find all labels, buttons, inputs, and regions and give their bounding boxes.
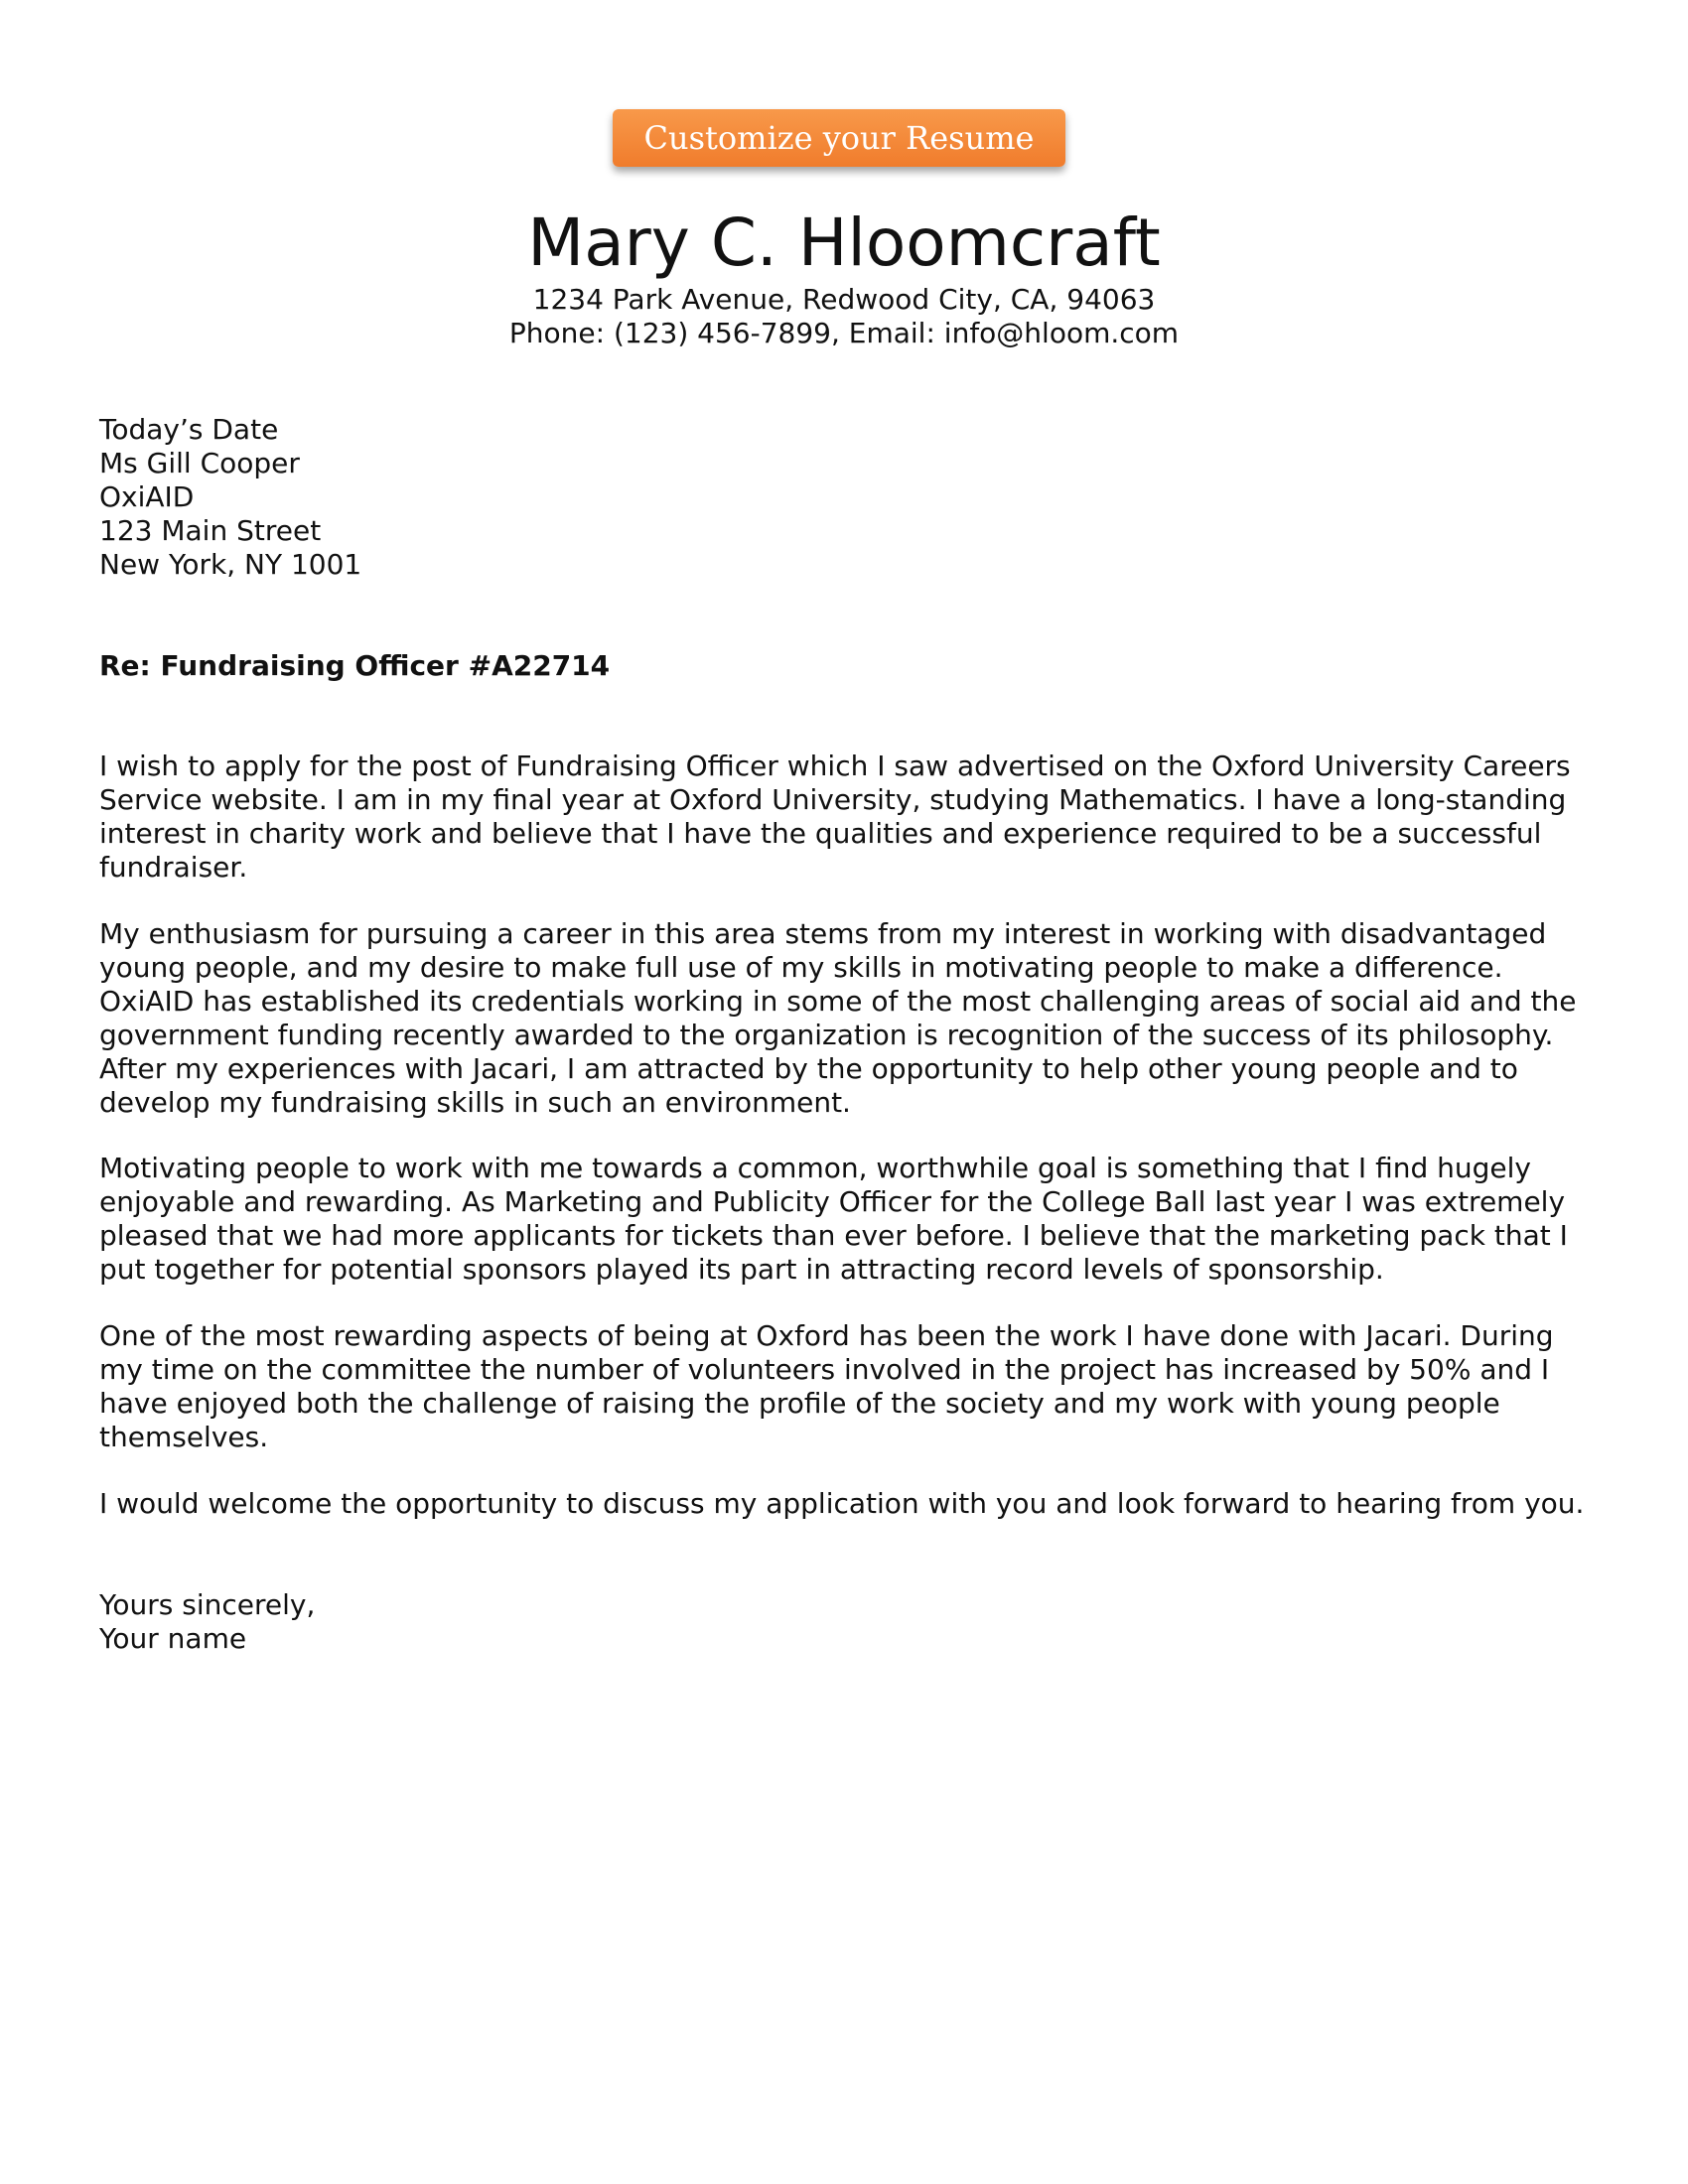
- paragraph-line: Motivating people to work with me towards a common, worthwhile goal is something that I find hugely: [99, 1152, 1531, 1184]
- paragraph-2: [99, 917, 1609, 1120]
- paragraph-line: My enthusiasm for pursuing a career in this area stems from my interest in working with disadvantaged: [99, 917, 1547, 950]
- closing-signature: Your name: [99, 1622, 247, 1655]
- recipient-street: 123 Main Street: [99, 514, 322, 547]
- paragraph-line: One of the most rewarding aspects of being at Oxford has been the work I have done with Jacari. During: [99, 1319, 1554, 1352]
- paragraph-line: I wish to apply for the post of Fundraising Officer which I saw advertised on the Oxford University Careers: [99, 750, 1571, 782]
- paragraph-line: fundraiser.: [99, 851, 248, 884]
- subject-line: Re: Fundraising Officer #A22714: [99, 649, 611, 682]
- letter-header: [0, 204, 1688, 350]
- letter-date: Today’s Date: [99, 413, 279, 446]
- recipient-city: New York, NY 1001: [99, 548, 362, 581]
- sender-name: Mary C. Hloomcraft: [527, 205, 1161, 281]
- recipient-name: Ms Gill Cooper: [99, 447, 300, 479]
- paragraph-line: themselves.: [99, 1421, 269, 1453]
- paragraph-4: [99, 1319, 1609, 1454]
- paragraph-line: interest in charity work and believe that I have the qualities and experience required to be a successful: [99, 817, 1542, 850]
- paragraph-line: my time on the committee the number of volunteers involved in the project has increased by 50% and I: [99, 1353, 1550, 1386]
- paragraph-line: I would welcome the opportunity to discuss my application with you and look forward to hearing from you.: [99, 1487, 1585, 1520]
- sender-address: 1234 Park Avenue, Redwood City, CA, 94063: [532, 283, 1156, 316]
- paragraph-line: have enjoyed both the challenge of raising the profile of the society and my work with young people: [99, 1387, 1500, 1420]
- paragraph-line: put together for potential sponsors played its part in attracting record levels of sponsorship.: [99, 1253, 1384, 1286]
- paragraph-line: government funding recently awarded to the organization is recognition of the success of its philosophy.: [99, 1019, 1554, 1051]
- paragraph-line: young people, and my desire to make full use of my skills in motivating people to make a difference.: [99, 951, 1503, 984]
- recipient-company: OxiAID: [99, 480, 195, 513]
- paragraph-line: pleased that we had more applicants for tickets than ever before. I believe that the marketing pack that I: [99, 1219, 1568, 1252]
- paragraph-line: OxiAID has established its credentials working in some of the most challenging areas of social aid and the: [99, 985, 1577, 1018]
- closing-block: [99, 1588, 1609, 1656]
- paragraph-1: [99, 750, 1609, 885]
- paragraph-3: [99, 1152, 1609, 1287]
- cta-container: [0, 109, 1688, 167]
- paragraph-line: develop my fundraising skills in such an environment.: [99, 1086, 851, 1119]
- paragraph-line: After my experiences with Jacari, I am attracted by the opportunity to help other young people and to: [99, 1052, 1518, 1085]
- customize-resume-button[interactable]: Customize your Resume: [613, 109, 1066, 167]
- paragraph-line: enjoyable and rewarding. As Marketing and Publicity Officer for the College Ball last year I was extremely: [99, 1185, 1566, 1218]
- recipient-block: [99, 413, 1609, 582]
- paragraph-line: Service website. I am in my final year at Oxford University, studying Mathematics. I have a long-standing: [99, 783, 1567, 816]
- closing-salutation: Yours sincerely,: [99, 1588, 316, 1621]
- paragraph-5: [99, 1487, 1609, 1521]
- sender-contact: Phone: (123) 456-7899, Email: info@hloom.com: [508, 317, 1180, 349]
